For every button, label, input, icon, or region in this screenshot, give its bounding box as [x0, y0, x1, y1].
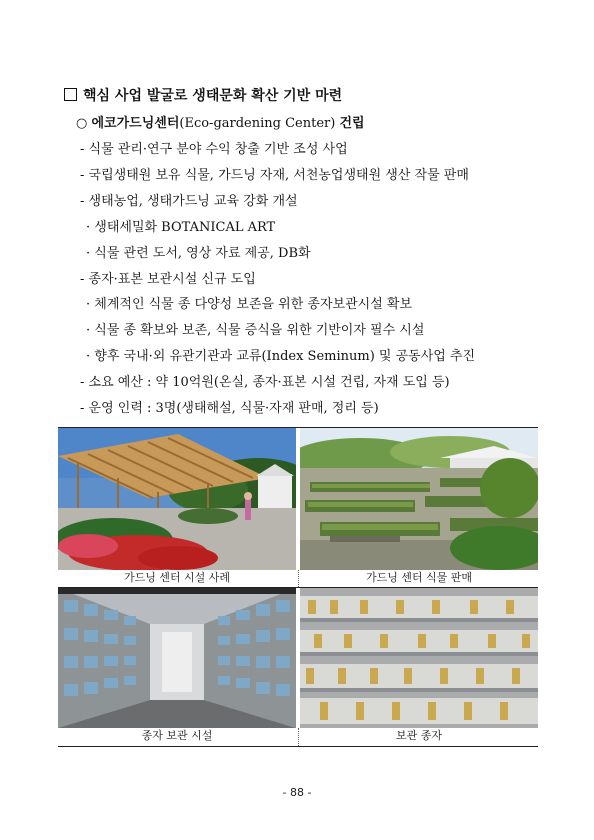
body-line: - 운영 인력 : 3명(생태해설, 식물·자재 판매, 정리 등)	[80, 401, 379, 416]
body-line: · 향후 국내·외 유관기관과 교류(Index Seminum) 및 공동사업 추진	[86, 349, 476, 364]
body-line: · 체계적인 식물 종 다양성 보존을 위한 종자보관시설 확보	[86, 297, 413, 312]
caption-photo4: 보관 종자	[395, 729, 442, 742]
subsection-title-end: 건립	[339, 116, 365, 131]
body-line: - 식물 관리·연구 분야 수익 창출 기반 조성 사업	[80, 142, 348, 157]
caption-divider	[298, 570, 299, 587]
page-number: - 88 -	[282, 786, 312, 799]
checkbox-square-icon	[64, 88, 77, 101]
subsection-title-en: (Eco-gardening Center)	[179, 116, 340, 131]
section-title-text: 핵심 사업 발굴로 생태문화 확산 기반 마련	[83, 88, 343, 104]
circle-bullet: ○	[76, 116, 88, 131]
caption-photo3: 종자 보관 시설	[141, 729, 213, 742]
caption-divider	[298, 728, 299, 746]
photo-stored-seeds	[300, 588, 538, 728]
subsection-title-ko: 에코가드닝센터	[91, 116, 180, 131]
caption-photo1: 가드닝 센터 시설 사례	[123, 571, 231, 584]
body-line: - 생태농업, 생태가드닝 교육 강화 개설	[80, 194, 298, 209]
body-line: · 식물 관련 도서, 영상 자료 제공, DB화	[86, 246, 311, 261]
grid-bottom-rule	[58, 746, 538, 747]
body-line: - 소요 예산 : 약 10억원(온실, 종자·표본 시설 건립, 자재 도입 등)	[80, 375, 450, 390]
section-title	[64, 88, 342, 104]
subsection-heading	[76, 116, 365, 132]
body-line: - 종자·표본 보관시설 신규 도입	[80, 272, 256, 287]
body-line: · 식물 종 확보와 보존, 식물 증식을 위한 기반이자 필수 시설	[86, 323, 425, 338]
body-line: - 국립생태원 보유 식물, 가드닝 자재, 서천농업생태원 생산 작물 판매	[80, 168, 469, 183]
photo-grid	[58, 427, 538, 749]
photo-plant-sales	[300, 428, 538, 570]
photo-gardening-center-facility	[58, 428, 296, 570]
body-line: · 생태세밀화 BOTANICAL ART	[86, 220, 276, 235]
photo-seed-storage-facility	[58, 588, 296, 728]
caption-photo2: 가드닝 센터 식물 판매	[365, 571, 473, 584]
